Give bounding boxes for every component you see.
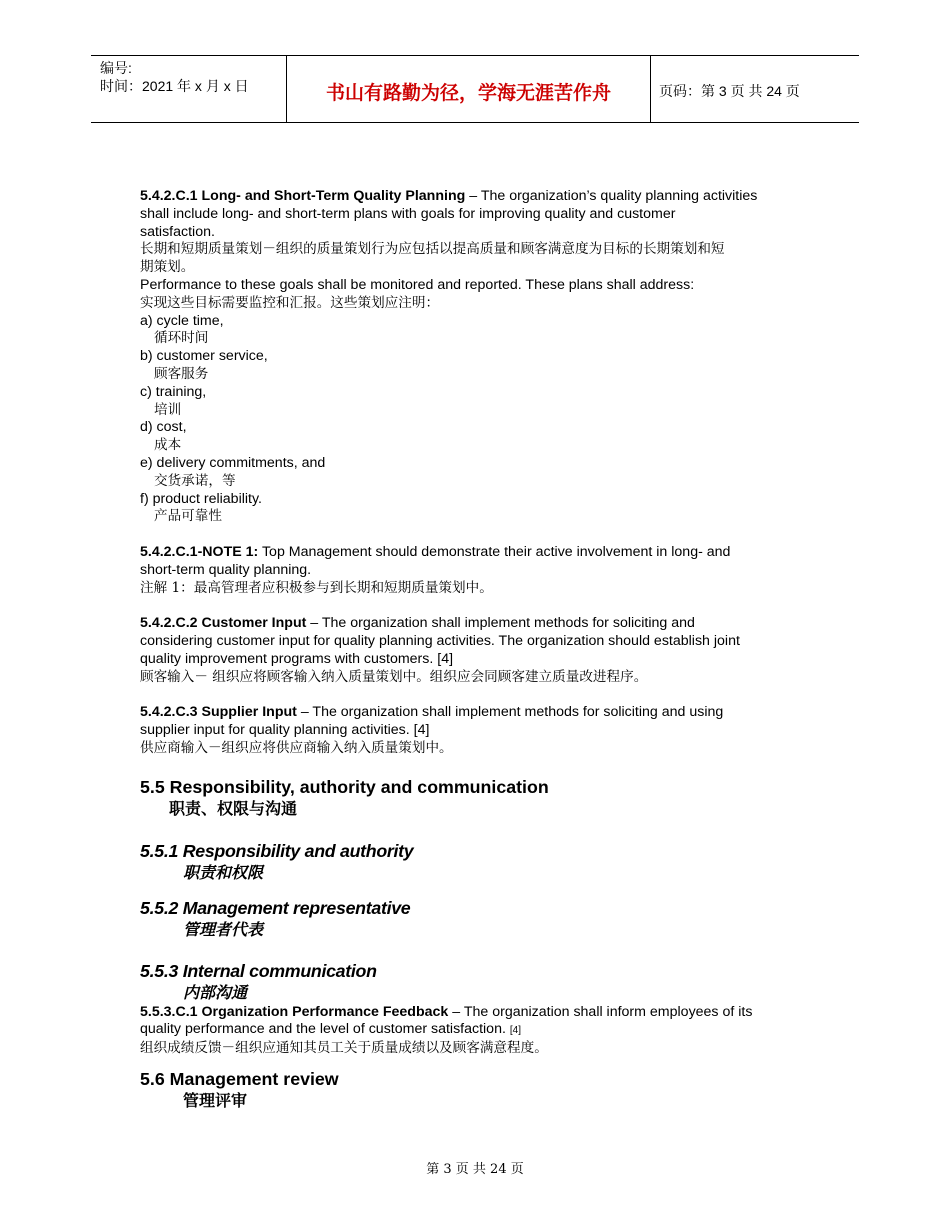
performance-text: Performance to these goals shall be monitored and reported. These plans shall address:	[140, 276, 695, 293]
heading-5-5-zh: 职责、权限与沟通	[169, 798, 298, 818]
header-page-cell	[650, 56, 859, 122]
document-time-label: 时间：2021 年 x 月 x 日	[100, 78, 249, 94]
heading-5-6: 5.6 Management review	[140, 1068, 339, 1089]
heading-5-5-2: 5.5.2 Management representative	[140, 897, 411, 918]
performance-text-zh: 实现这些目标需要监控和汇报。这些策划应注明：	[140, 294, 440, 311]
section-text: – The organization’s quality planning activities	[465, 188, 758, 204]
heading-5-5-1-zh: 职责和权限	[183, 862, 264, 882]
heading-5-5-3-zh: 内部沟通	[183, 982, 248, 1002]
heading-5-6-zh: 管理评审	[183, 1090, 248, 1110]
note-text: short-term quality planning.	[140, 561, 312, 578]
document-body	[140, 188, 815, 1112]
heading-5-5-2-zh: 管理者代表	[183, 919, 264, 939]
list-item-zh: 产品可靠性	[154, 508, 222, 525]
section-5-4-2-c-2	[140, 615, 815, 633]
section-text	[140, 1021, 815, 1040]
header-page-info: 页码：第 3 页 共 24 页	[659, 83, 800, 99]
list-item: f) product reliability.	[140, 490, 262, 507]
section-text: shall include long- and short-term plans with goals for improving quality and customer	[140, 205, 676, 222]
list-item: a) cycle time,	[140, 312, 224, 329]
list-item-zh: 顾客服务	[154, 365, 209, 382]
header-meta-cell	[91, 56, 286, 122]
reference-marker: [4]	[509, 1025, 521, 1037]
heading-5-5-1: 5.5.1 Responsibility and authority	[140, 840, 414, 861]
section-text-zh: 长期和短期质量策划－组织的质量策划行为应包括以提高质量和顾客满意度为目标的长期策划和短	[140, 241, 725, 258]
list-item-zh: 成本	[154, 437, 182, 454]
list-item-zh: 交货承诺，等	[154, 472, 236, 489]
section-title: 5.4.2.C.2 Customer Input	[140, 615, 307, 632]
list-item: d) cost,	[140, 419, 187, 436]
list-item-zh: 培训	[154, 401, 182, 418]
header-motto: 书山有路勤为径，学海无涯苦作舟	[325, 82, 611, 104]
section-text: satisfaction.	[140, 223, 215, 240]
page-footer: 第 3 页 共 24 页	[426, 1162, 524, 1177]
section-title: 5.4.2.C.3 Supplier Input	[140, 704, 297, 721]
list-item: b) customer service,	[140, 348, 268, 365]
section-text: quality performance and the level of customer satisfaction.	[140, 1021, 510, 1038]
list-item: e) delivery commitments, and	[140, 454, 326, 471]
section-title: 5.4.2.C.1 Long- and Short-Term Quality Planning	[140, 188, 466, 204]
document-number-label: 编号:	[100, 60, 132, 76]
section-text-zh: 组织成绩反馈－组织应通知其员工关于质量成绩以及顾客满意程度。	[140, 1040, 548, 1057]
section-text: considering customer input for quality planning activities. The organization should establish joint	[140, 632, 740, 649]
heading-5-5-3: 5.5.3 Internal communication	[140, 960, 377, 981]
section-title: 5.5.3.C.1 Organization Performance Feedback	[140, 1003, 449, 1020]
section-text: supplier input for quality planning activities. [4]	[140, 721, 430, 738]
section-text-zh: 供应商输入－组织应将供应商输入纳入质量策划中。	[140, 739, 453, 756]
section-text: – The organization shall implement methods for soliciting and using	[296, 704, 724, 721]
heading-5-5: 5.5 Responsibility, authority and communication	[140, 776, 549, 797]
page-header	[91, 55, 859, 123]
note-1	[140, 544, 815, 562]
note-text-zh: 注解 1：最高管理者应积极参与到长期和短期质量策划中。	[140, 579, 493, 596]
section-text: quality improvement programs with customers. [4]	[140, 650, 454, 667]
section-text: – The organization shall implement methods for soliciting and	[306, 615, 695, 632]
section-text-zh: 期策划。	[140, 259, 195, 276]
list-item: c) training,	[140, 383, 207, 400]
note-title: 5.4.2.C.1-NOTE 1:	[140, 543, 259, 560]
note-text: Top Management should demonstrate their active involvement in long- and	[258, 543, 731, 560]
section-text-zh: 顾客输入－ 组织应将顾客输入纳入质量策划中。组织应会同顾客建立质量改进程序。	[140, 668, 648, 685]
section-5-4-2-c-1	[140, 188, 815, 206]
list-item-zh: 循环时间	[154, 330, 209, 347]
header-motto-cell	[286, 56, 651, 122]
section-5-4-2-c-3	[140, 704, 815, 722]
section-5-5-3-c-1	[140, 1004, 815, 1022]
section-text: – The organization shall inform employees of its	[448, 1003, 753, 1020]
